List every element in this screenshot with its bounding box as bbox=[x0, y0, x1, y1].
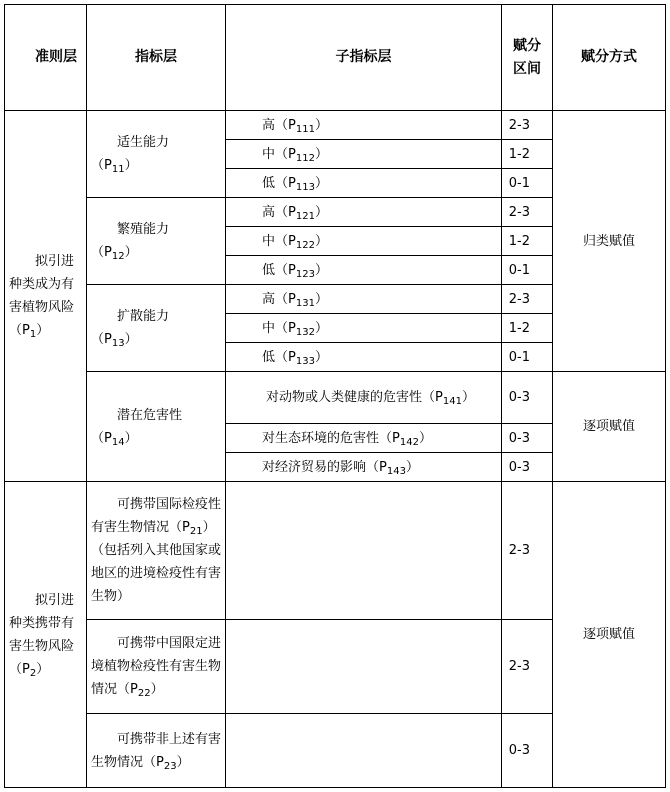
indicator-p23: 可携带非上述有害生物情况$(P_{23})$ bbox=[87, 714, 226, 788]
sub-indicator-p121: 高$(P_{121})$ bbox=[226, 198, 502, 227]
range-p23: 0-3 bbox=[502, 714, 553, 788]
indicator-p11: 适生能力 $(P_{11})$ bbox=[87, 111, 226, 198]
indicator-p13: 扩散能力 $(P_{13})$ bbox=[87, 285, 226, 372]
table-row bbox=[5, 482, 666, 620]
range-p142: 0-3 bbox=[502, 424, 553, 453]
sub-indicator-p142: 对生态环境的危害性$(P_{142})$ bbox=[226, 424, 502, 453]
range-p21: 2-3 bbox=[502, 482, 553, 620]
sub-indicator-p122: 中$(P_{122})$ bbox=[226, 227, 502, 256]
table-row bbox=[5, 111, 666, 140]
sub-indicator-p132: 中$(P_{132})$ bbox=[226, 314, 502, 343]
method-classify: 归类赋值 bbox=[553, 111, 666, 372]
sub-indicator-p111: 高$(P_{111})$ bbox=[226, 111, 502, 140]
sub-indicator-p141: 对动物或人类健康的危害性$(P_{141})$ bbox=[226, 372, 502, 424]
range-p22: 2-3 bbox=[502, 620, 553, 714]
range-p111: 2-3 bbox=[502, 111, 553, 140]
criteria-p2: 拟引进种类携带有害生物风险$(P_2)$ bbox=[5, 482, 87, 788]
range-p113: 0-1 bbox=[502, 169, 553, 198]
method-itemized-2: 逐项赋值 bbox=[553, 482, 666, 788]
header-range: 赋分区间 bbox=[502, 5, 553, 111]
range-p143: 0-3 bbox=[502, 453, 553, 482]
range-p131: 2-3 bbox=[502, 285, 553, 314]
sub-indicator-p143: 对经济贸易的影响$(P_{143})$ bbox=[226, 453, 502, 482]
sub-indicator-empty-p23 bbox=[226, 714, 502, 788]
table-row bbox=[5, 372, 666, 424]
sub-indicator-p133: 低$(P_{133})$ bbox=[226, 343, 502, 372]
indicator-p12: 繁殖能力 $(P_{12})$ bbox=[87, 198, 226, 285]
indicator-p14: 潜在危害性 $(P_{14})$ bbox=[87, 372, 226, 482]
sub-indicator-p112: 中$(P_{112})$ bbox=[226, 140, 502, 169]
range-p123: 0-1 bbox=[502, 256, 553, 285]
range-p112: 1-2 bbox=[502, 140, 553, 169]
header-criteria: 准则层 bbox=[5, 5, 87, 111]
header-sub-indicator: 子指标层 bbox=[226, 5, 502, 111]
range-p133: 0-1 bbox=[502, 343, 553, 372]
header-row bbox=[5, 5, 666, 111]
header-indicator: 指标层 bbox=[87, 5, 226, 111]
sub-indicator-p123: 低$(P_{123})$ bbox=[226, 256, 502, 285]
sub-indicator-p131: 高$(P_{131})$ bbox=[226, 285, 502, 314]
sub-indicator-empty-p22 bbox=[226, 620, 502, 714]
criteria-p1: 拟引进种类成为有害植物风险$(P_1)$ bbox=[5, 111, 87, 482]
range-p122: 1-2 bbox=[502, 227, 553, 256]
range-p141: 0-3 bbox=[502, 372, 553, 424]
range-p121: 2-3 bbox=[502, 198, 553, 227]
sub-indicator-p113: 低$(P_{113})$ bbox=[226, 169, 502, 198]
indicator-p21: 可携带国际检疫性有害生物情况$(P_{21})$（包括列入其他国家或地区的进境检疫性有害生物） bbox=[87, 482, 226, 620]
method-itemized-1: 逐项赋值 bbox=[553, 372, 666, 482]
range-p132: 1-2 bbox=[502, 314, 553, 343]
header-method: 赋分方式 bbox=[553, 5, 666, 111]
risk-assessment-table bbox=[4, 4, 666, 788]
indicator-p22: 可携带中国限定进境植物检疫性有害生物情况$(P_{22})$ bbox=[87, 620, 226, 714]
sub-indicator-empty-p21 bbox=[226, 482, 502, 620]
